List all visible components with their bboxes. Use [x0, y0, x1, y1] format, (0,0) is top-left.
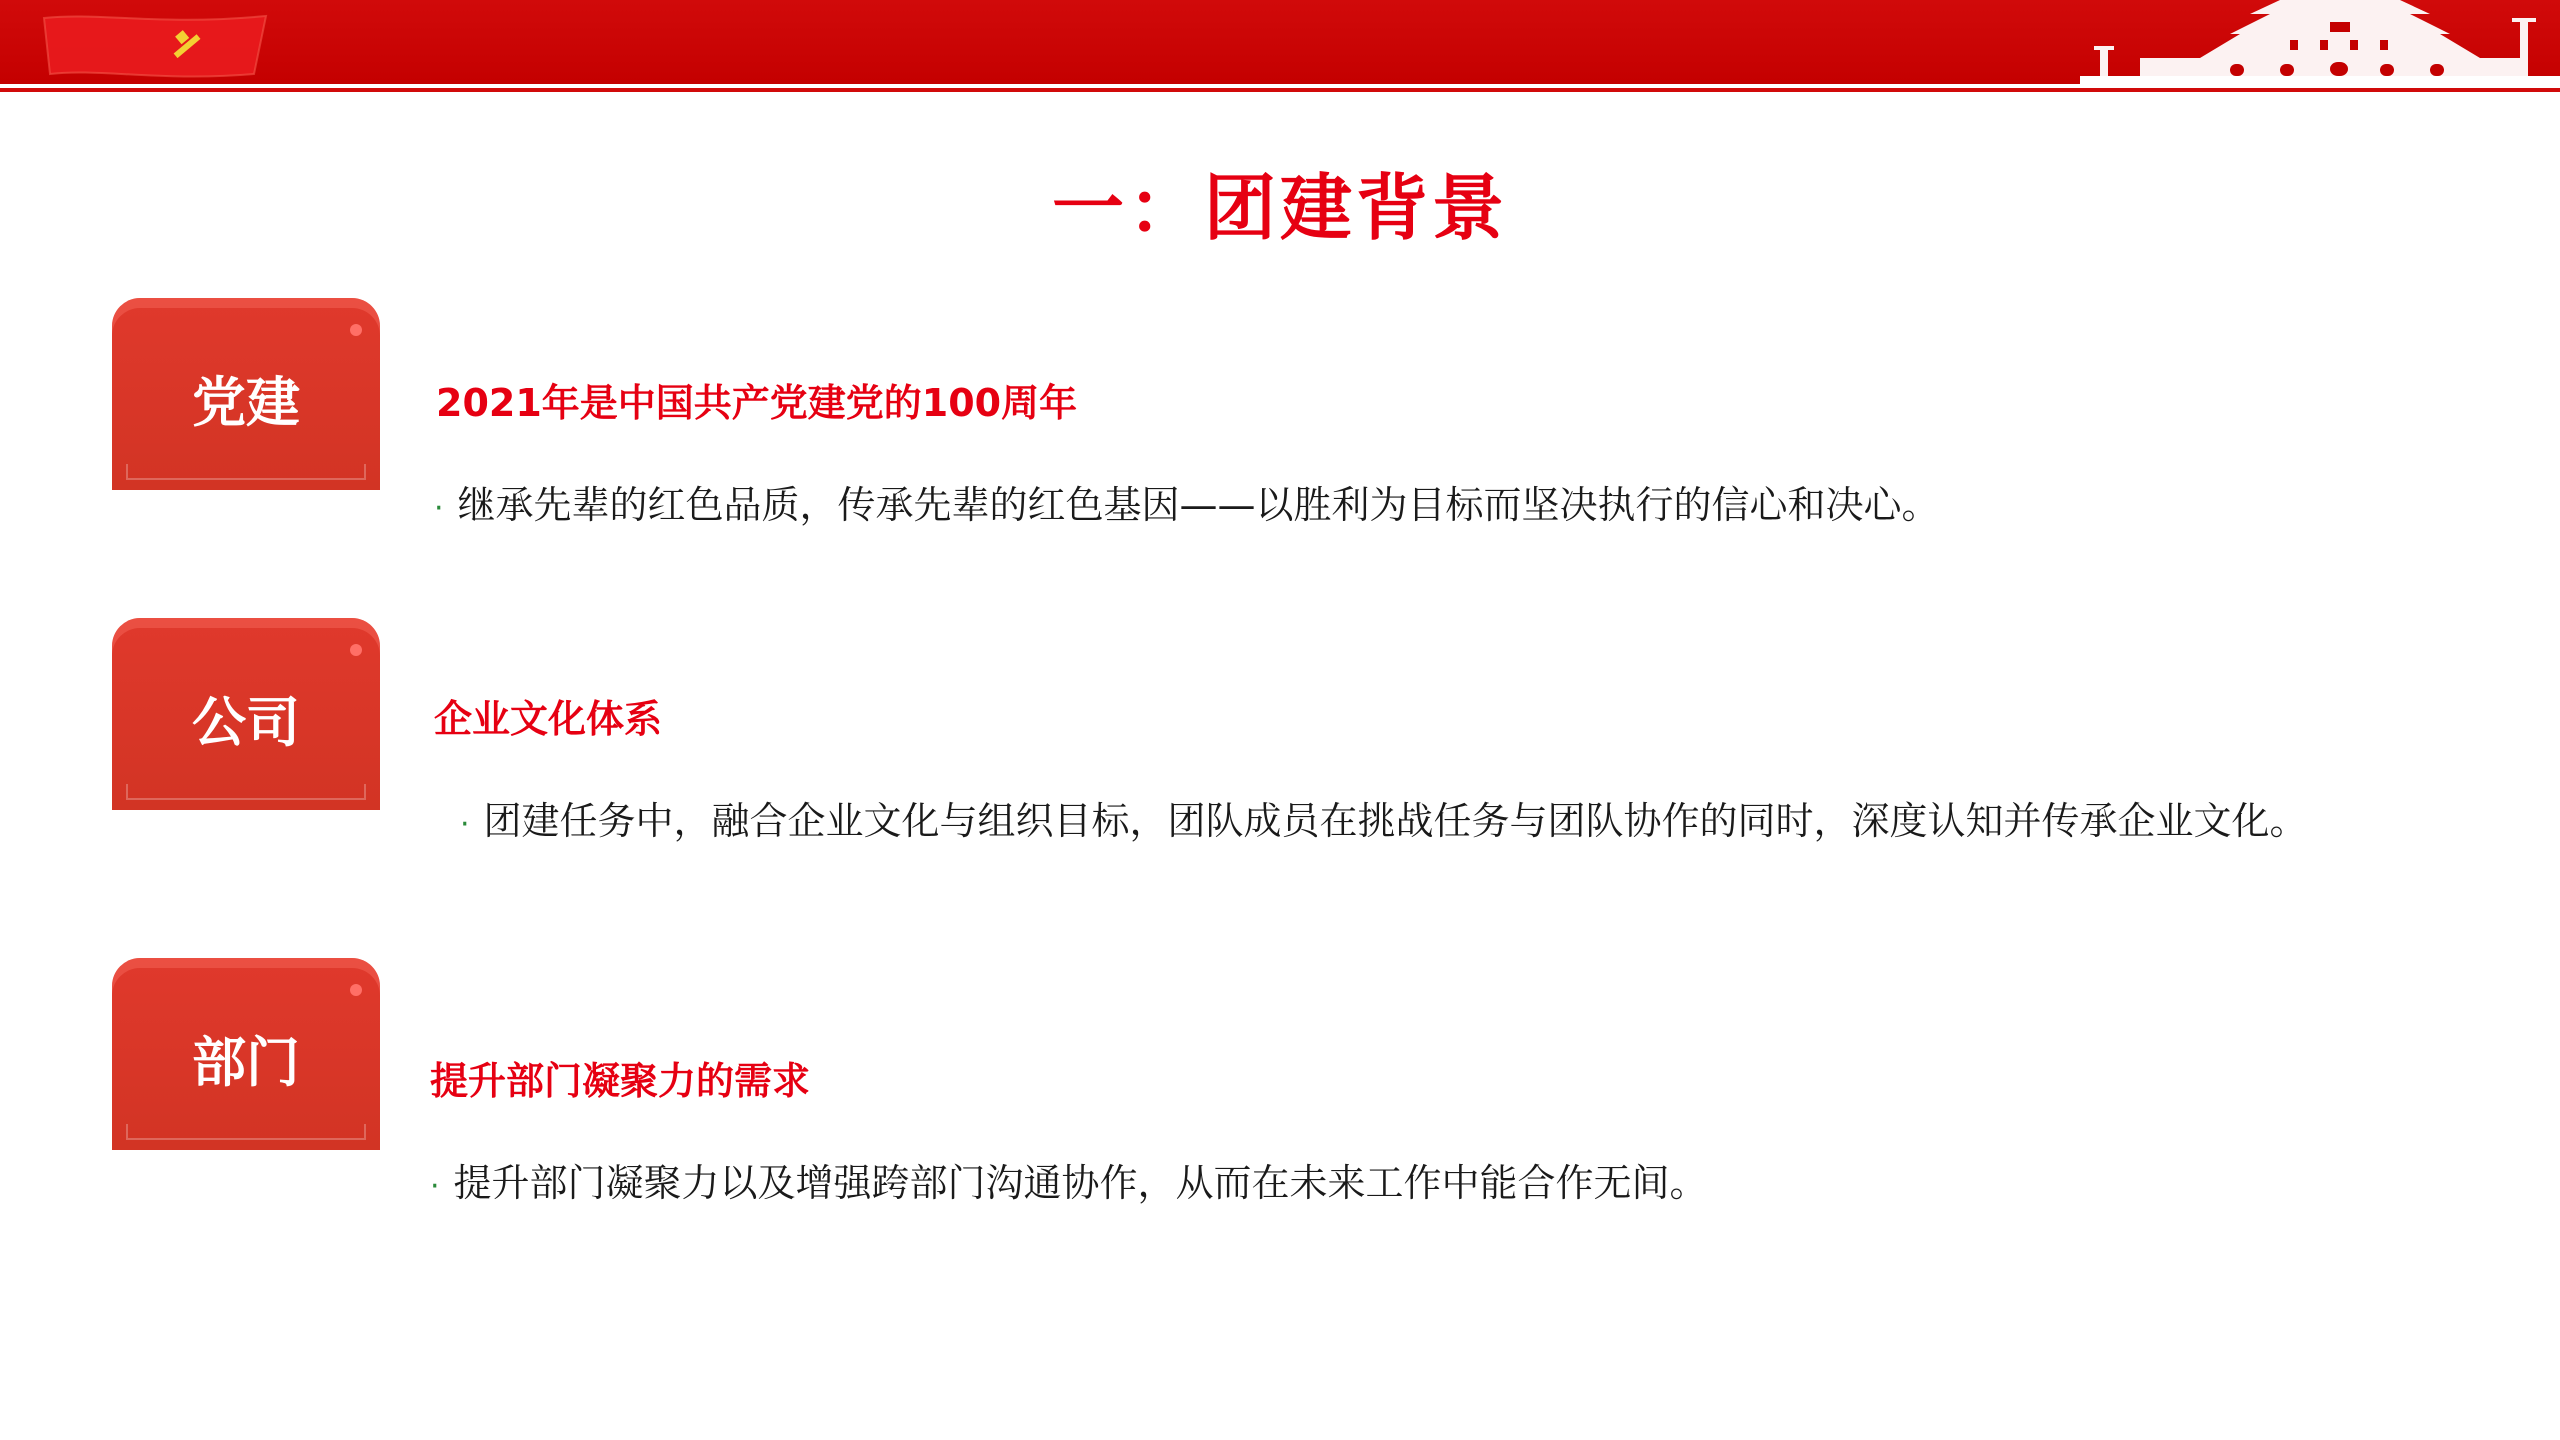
section-heading: 2021年是中国共产党建党的100周年 [436, 381, 1078, 425]
bullet-dot: · [460, 807, 470, 842]
party-flag-icon [40, 12, 270, 78]
section-body [460, 790, 2308, 845]
tag-dot [350, 324, 362, 336]
header-divider [0, 88, 2560, 92]
tag-label: 党建 [192, 371, 300, 434]
section-heading: 企业文化体系 [434, 697, 663, 741]
page-title: 一：团建背景 [1051, 166, 1508, 250]
tag-label: 公司 [192, 691, 300, 754]
section-body-text: 提升部门凝聚力以及增强跨部门沟通协作，从而在未来工作中能合作无间。 [453, 1161, 1708, 1205]
section-body [430, 1152, 1708, 1207]
tag-label: 部门 [192, 1031, 300, 1094]
tag-box-party-building [112, 298, 380, 490]
tag-box-company [112, 618, 380, 810]
bullet-dot: · [430, 1169, 440, 1204]
tag-dot [350, 984, 362, 996]
tag-dot [350, 644, 362, 656]
section-heading: 提升部门凝聚力的需求 [430, 1059, 811, 1103]
section-body-text: 团建任务中，融合企业文化与组织目标，团队成员在挑战任务与团队协作的同时，深度认知并传承企业文化。 [483, 799, 2308, 843]
tiananmen-icon [2080, 0, 2560, 86]
section-body-text: 继承先辈的红色品质，传承先辈的红色基因——以胜利为目标而坚决执行的信心和决心。 [457, 483, 1940, 527]
bullet-dot: · [434, 491, 444, 526]
tag-box-department [112, 958, 380, 1150]
section-body [434, 474, 1940, 529]
